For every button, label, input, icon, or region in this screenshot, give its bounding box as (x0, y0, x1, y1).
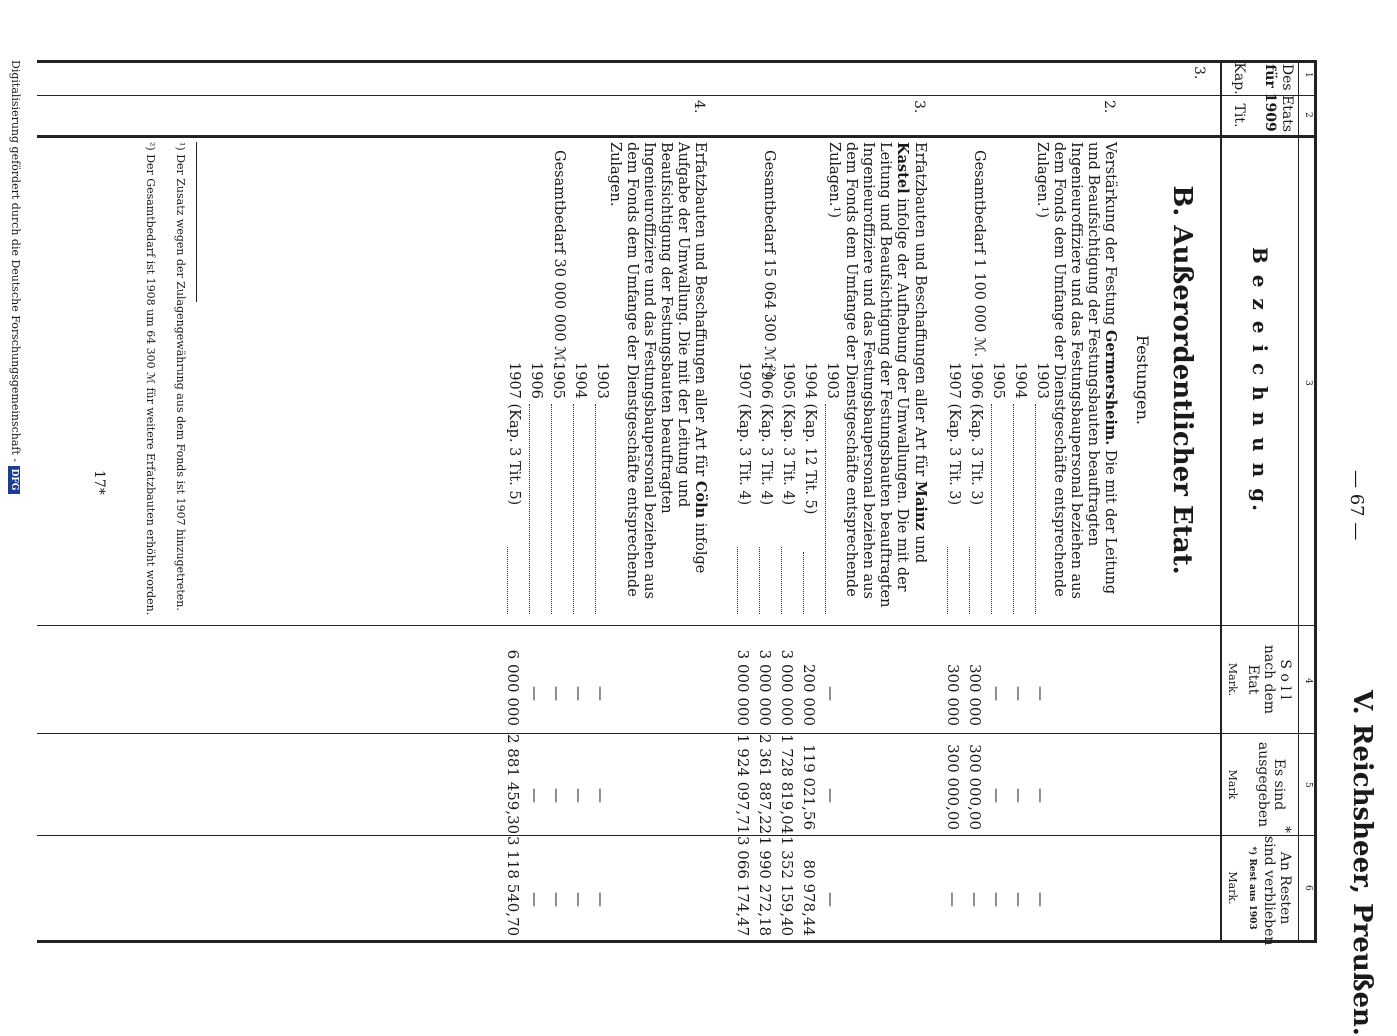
leader-dots (969, 547, 970, 614)
table-row (1006, 142, 1028, 925)
soll-value: — (548, 686, 566, 701)
year-label: 1905 (990, 362, 1006, 399)
year-label: 1903 (594, 362, 610, 399)
soll-value: 3 000 000 (778, 649, 796, 726)
year-label: 1903 (824, 362, 840, 399)
entry-3-text: Erfatzbauten und Beschaffungen aller Art für Cöln infolge Aufgabe der Umwallung. Die mit der Leitung und Beaufsichtigung der Festungsbauten beauftragten Ingenieuroffiziere und das Festungsbaupersonal beziehen aus dem Fonds dem Umfange der Dienstgeschäfte entsprechende Zulagen. (607, 142, 709, 599)
soll-value: 200 000 (800, 663, 818, 726)
tit-bezeichnung-rule (37, 135, 1317, 138)
ausgegeben-value: 1 728 819,04 (778, 734, 796, 835)
table-row (962, 142, 984, 925)
soll-value: 3 000 000 (756, 649, 774, 726)
reste-right-rule (37, 940, 1317, 943)
ausgegeben-value: 1 924 097,71 (734, 734, 752, 835)
table-row (1028, 142, 1050, 925)
bezeichnung-header: B e z e i c h n u n g. (1248, 246, 1272, 514)
leader-dots (947, 547, 948, 614)
soll-value: — (822, 686, 840, 701)
ausgegeben-value: — (822, 788, 840, 803)
reste-value: — (988, 892, 1006, 907)
tit-header: Tit. (1231, 103, 1247, 128)
reste-value: 3 066 174,47 (734, 836, 752, 937)
footnote-rule (196, 142, 197, 302)
reste-header-line3: *) Rest aus 1903 (1247, 846, 1257, 930)
leader-dots (529, 404, 530, 614)
table-row (566, 142, 588, 925)
col-num-5: 5 (1303, 782, 1313, 788)
kap-tit-rule (37, 95, 1317, 96)
soll-value: 3 000 000 (734, 649, 752, 726)
leader-dots (551, 404, 552, 614)
leader-dots (507, 547, 508, 614)
footnote-2: ²) Der Gesamtbedarf ist 1908 um 64 300 ℳ für weitere Erfatzbauten erhöht worden. (144, 142, 157, 616)
reste-value: 3 118 540,70 (504, 836, 522, 937)
year-label: 1907 (Kap. 3 Tit. 3) (946, 362, 962, 506)
reste-value: — (822, 892, 840, 907)
entry-3-total: Gesamtbedarf 30 000 000 ℳ. (551, 150, 567, 367)
soll-value: 6 000 000 (504, 649, 522, 726)
kap-number: 3. (1191, 66, 1207, 80)
reste-value: — (1010, 892, 1028, 907)
ausgegeben-value: 2 881 459,30 (504, 734, 522, 835)
year-label: 1907 (Kap. 3 Tit. 4) (736, 362, 752, 506)
reste-value: — (1032, 892, 1050, 907)
ausgegeben-unit: Mark (1226, 769, 1239, 800)
leader-dots (573, 404, 574, 614)
entry-2-text: Erfatzbauten und Beschaffungen aller Art für Mainz und Kastel infolge der Aufhebung der Umwallungen. Die mit der Leitung und Beaufsichtigung der Festungsbauten beauftragten Ingenieuroffiziere und das Festungsbaupersonal beziehen aus dem Fonds dem Umfange der Dienstgeschäfte entsprechende Zulagen.¹) (826, 142, 929, 608)
number-row-line (1298, 60, 1299, 940)
des-etats-line1: Des Etats (1279, 63, 1295, 133)
soll-value: 300 000 (966, 663, 984, 726)
leader-dots (759, 547, 760, 614)
reste-value: 1 990 272,18 (756, 836, 774, 937)
ausgegeben-header-line2: ausgegeben (1255, 741, 1271, 828)
entry-2-tit: 3. (911, 100, 927, 114)
col-num-4: 4 (1303, 678, 1313, 684)
soll-header-line3: Etat (1245, 664, 1261, 695)
leader-dots (1035, 404, 1036, 614)
year-label: 1905 (550, 362, 566, 399)
section-title: B. Außerordentlicher Etat. (1167, 185, 1197, 575)
reste-header-line2: sind verblieben (1261, 836, 1277, 946)
bezeichnung-soll-rule (37, 625, 1317, 626)
entry-1-tit: 2. (1101, 100, 1117, 114)
soll-value: — (592, 686, 610, 701)
ausgegeben-value: 2 361 887,22 (756, 734, 774, 835)
table-row (818, 142, 840, 925)
year-label: 1906 (Kap. 3 Tit. 3) (968, 362, 984, 506)
section-subtitle: Festungen. (1133, 334, 1152, 426)
table-row (752, 142, 774, 937)
kap-header: Kap. (1231, 62, 1247, 95)
running-head: V. Reichsheer, Preußen. (1347, 690, 1377, 1036)
soll-value: 300 000 (944, 663, 962, 726)
ausgegeben-value: — (570, 788, 588, 803)
entry-1-total: Gesamtbedarf 1 100 000 ℳ. (971, 150, 987, 358)
footnote-1: ¹) Der Zusatz wegen der Zulagengewährung aus dem Fonds ist 1907 hinzugetreten. (174, 142, 187, 611)
reste-value: 1 352 159,40 (778, 836, 796, 937)
leader-dots (825, 404, 826, 614)
col-num-1: 1 (1303, 72, 1313, 78)
leader-dots (991, 404, 992, 614)
soll-value: — (570, 686, 588, 701)
leader-dots (781, 547, 782, 614)
soll-value: — (988, 686, 1006, 701)
year-label: 1906 (Kap. 3 Tit. 4) (758, 362, 774, 506)
leader-dots (595, 404, 596, 614)
year-label: 1905 (Kap. 3 Tit. 4) (780, 362, 796, 506)
ausgegeben-asterisk: * (1277, 826, 1293, 833)
soll-header-line2: nach dem (1261, 644, 1277, 715)
digitization-credit: Digitalisierung gefördert durch die Deutsche Forschungsgemeinschaft - DFG (9, 60, 22, 494)
entry-3-tit: 4. (691, 100, 707, 114)
soll-value: — (1010, 686, 1028, 701)
col-num-3: 3 (1303, 380, 1313, 386)
table-row (522, 142, 544, 925)
leader-dots (737, 547, 738, 614)
ausgegeben-value: — (988, 788, 1006, 803)
reste-value: 80 978,44 (800, 859, 818, 936)
dfg-logo: DFG (8, 466, 20, 494)
entry-2-total: Gesamtbedarf 15 064 300 ℳ.²) (761, 150, 777, 378)
year-label: 1904 (1012, 362, 1028, 399)
page-number: — 67 — (1346, 470, 1367, 541)
leader-dots (1013, 404, 1014, 614)
year-label: 1906 (528, 362, 544, 399)
reste-value: — (548, 892, 566, 907)
soll-value: — (526, 686, 544, 701)
table-row (796, 142, 818, 936)
soll-value: — (1032, 686, 1050, 701)
soll-ausgegeben-rule (37, 733, 1317, 734)
year-label: 1904 (Kap. 12 Tit. 5) (802, 362, 818, 515)
ausgegeben-value: — (592, 788, 610, 803)
header-bottom-line (1220, 60, 1222, 940)
soll-header-line1: S o l l (1277, 659, 1293, 700)
ausgegeben-value: — (526, 788, 544, 803)
entry-1-text: Verstärkung der Festung Germersheim. Die mit der Leitung und Beaufsichtigung der Festungsbauten beauftragten Ingenieuroffiziere und das Festungsbaupersonal beziehen aus dem Fonds dem Umfange der Dienstgeschäfte entsprechende Zulagen.¹) (1034, 142, 1119, 599)
reste-unit: Mark. (1226, 871, 1239, 905)
ausgegeben-reste-rule (37, 835, 1317, 836)
ausgegeben-value: — (1032, 788, 1050, 803)
reste-header-line1: An Resten (1277, 851, 1293, 925)
ausgegeben-value: — (548, 788, 566, 803)
leader-dots (803, 552, 804, 614)
reste-value: — (592, 892, 610, 907)
col-num-6: 6 (1303, 885, 1313, 891)
ausgegeben-value: 119 021,56 (800, 744, 818, 830)
ausgegeben-value: 300 000,00 (966, 744, 984, 830)
col-num-2: 2 (1303, 112, 1313, 118)
reste-value: — (944, 892, 962, 907)
year-label: 1904 (572, 362, 588, 399)
table-row (500, 142, 522, 937)
des-etats-line2: für 1909 (1262, 64, 1278, 132)
frame-top (1314, 60, 1317, 940)
table-row (588, 142, 610, 925)
soll-unit: Mark. (1226, 662, 1239, 697)
reste-value: — (526, 892, 544, 907)
reste-value: — (966, 892, 984, 907)
kap-left-rule (37, 60, 1317, 63)
table-row (774, 142, 796, 937)
signature-mark: 17* (91, 470, 107, 495)
ausgegeben-header-line1: Es sind (1271, 758, 1287, 811)
year-label: 1907 (Kap. 3 Tit. 5) (506, 362, 522, 506)
table-row (940, 142, 962, 925)
table-row (730, 142, 752, 937)
year-label: 1903 (1034, 362, 1050, 399)
table-row (984, 142, 1006, 925)
reste-value: — (570, 892, 588, 907)
ausgegeben-value: — (1010, 788, 1028, 803)
table-row (544, 142, 566, 925)
ausgegeben-value: 300 000,00 (944, 744, 962, 830)
